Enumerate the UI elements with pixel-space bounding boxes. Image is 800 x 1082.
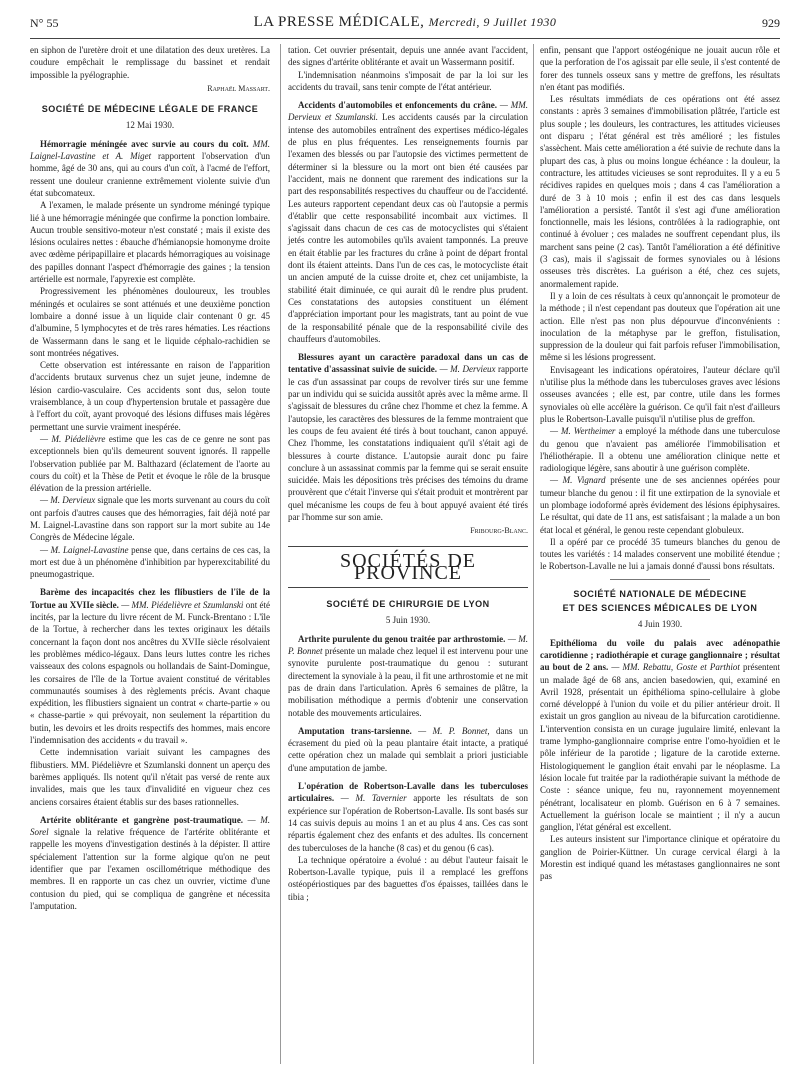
- header-rule: [30, 38, 780, 39]
- article-authors: — MM. Rebattu, Goste et Parthiot: [611, 662, 740, 673]
- paragraph-text: ont été incités, par la lecture du livre récent de M. Funck-Brentano : L'île de la Tortue, à rechercher dans les textes originaux les détails concernant la façon dont nos ancêtres du XVIIe siècle résolvaient les problèmes médico-légaux. Dans leurs luttes contre les riches vaisseaux des colons espagnols ou hollandais de Saint-Domingue, les corsaires de l'île de la Tortue avaient constitué de véritables communautés soumises à des règlements précis. Avant chaque expédition, les flibustiers signaient un contrat « charte-partie » ou « chasse-partie » qui prévoyait, non seulement la répartition du butin, les devoirs et les droits respectifs des hommes, mais encore l'indemnisation des accidents « du travail ».: [30, 599, 271, 746]
- paragraph: La technique opératoire a évolué : au début l'auteur faisait le Robertson-Lavalle typique, puis il a remplacé les greffons ostéopériostiques par des baguettes d'os épaisses, taillées dans le tibia ;: [288, 854, 528, 902]
- paragraph: [540, 425, 780, 474]
- separator: [610, 579, 710, 580]
- section-date: 4 Juin 1930.: [637, 619, 683, 630]
- article-heading: Barème des incapacités chez les flibustiers de l'île de la Tortue au XVIIe siècle.: [30, 587, 270, 610]
- column-2: [288, 44, 528, 903]
- article-heading: Arthrite purulente du genou traitée par arthrostomie.: [298, 633, 506, 644]
- paragraph-text: signale la relative fréquence de l'artérite oblitérante et rappelle les moyens d'investigation destinés à la dépister. Il attire spécialement l'attention sur la forme algique qu'on ne peut identifier que par l'examen oscillométrique méthodique des membres. Il en rapporte un cas chez un ouvrier, victime d'une contusion du pied, qui se compliqua de gangrène et nécessita l'amputation.: [30, 827, 270, 911]
- signature: Raphaël Massart.: [207, 83, 270, 93]
- paragraph: [30, 814, 270, 912]
- paragraph: en siphon de l'uretère droit et une dilatation des deux uretères. La coudure empêchait le remplissage du bassinet et rendait impossible la pyélographie.: [30, 45, 270, 80]
- article-authors: — M. P. Bonnet,: [418, 725, 490, 736]
- article-authors: — M. Tavernier: [340, 793, 407, 804]
- paragraph: Les résultats immédiats de ces opérations ont été assez constants : après 3 semaines d'immobilisation plâtrée, l'article est plus souple ; les douleurs, les contractures, les attitudes vicieuses ont disparu ; l'état général est très amélioré ; les fistules s'assèchent. Mais cette amélioration a été suivie de rechute dans la plupart des cas, à plus ou moins longue échéance : la douleur, la contracture, les attitudes vicieuses se sont reproduites. Il y a eu 5 récidives rapides en quelques mois ; dans 4 cas l'amélioration a duré de 3 à 10 mois ; enfin il est des cas dans lesquels l'amélioration a persisté. Tantôt il s'est agi d'une amélioration fonctionnelle, mais les lésions, contrôlées à la radiographie, ont continué à évoluer ; ces malades ne souffrent cependant plus, ils marchent sans peine (2 cas). Tantôt l'amélioration a été définitive (3 cas), mais il s'agissait de formes synoviales ou à lésions osseuses très discrètes. La guérison a été, chez ces sujets, anormalement rapide.: [540, 94, 780, 289]
- page-header: [30, 14, 780, 34]
- paragraph: Cette observation est intéressante en raison de l'apparition d'accidents brutaux survenus chez un sujet jeune, indemne de lésion cardio-vasculaire. Ces accidents sont dus, selon toute vraisemblance, à un coup d'hypertension brutale et passagère due à l'effort du coït, ayant provoqué des lésions diffuses mais légères permettant une survie vraiment inespérée.: [30, 360, 270, 432]
- article-heading: Hémorragie méningée avec survie au cours du coït.: [40, 138, 249, 149]
- section-title: SOCIÉTÉ DE MÉDECINE LÉGALE DE FRANCE: [41, 104, 259, 115]
- paragraph: [540, 474, 780, 535]
- paragraph: [540, 637, 780, 834]
- paragraph-text: apporte les résultats de son expérience sur l'opération de Robertson-Lavalle. Ils sont basés sur 14 cas suivis depuis au moins 1 an et au plus 4 ans. Ces cas sont répartis également chez des enfants et des adultes. Ils concernent des tuberculoses de la hanche (8 cas) et du genou (6 cas).: [288, 793, 529, 853]
- paragraph: Les auteurs insistent sur l'importance clinique et opératoire du ganglion de Poirier-Küttner. Un curage cervical élargi à la Morestin est indiqué quand les métastases ganglionnaires ne sont pas: [540, 834, 780, 882]
- column-3: [540, 44, 780, 883]
- paragraph: [288, 633, 528, 719]
- paragraph: A l'examen, le malade présente un syndrome méningé typique lié à une hémorragie méningée que confirme la ponction lombaire. Aucun trouble sensitivo-moteur n'est constaté ; mais il existe des lésions oculaires nettes : ébauche d'hémianopsie homonyme droite avec œdème péripapillaire et placards hémorragiques au voisinage des papilles donnant l'aspect d'hémorragie des gaines ; la tension artérielle est normale, l'apyrexie est complète.: [30, 200, 270, 285]
- paragraph-text: dans un écrasement du pied où la peau plantaire était intacte, a pratiqué cette opération chez un malade qui semblait a priori justiciable d'une amputation de jambe.: [288, 725, 528, 773]
- column-divider: [533, 44, 534, 1064]
- paragraph-text: pense que, dans certains de ces cas, la mort est due à un phénomène d'inhibition par hyperexcitabilité du pneumogastrique.: [30, 544, 271, 580]
- section-date: 5 Juin 1930.: [385, 615, 431, 626]
- paragraph: L'indemnisation néanmoins s'imposait de par la loi sur les accidents du travail, sans tenir compte de l'état antérieur.: [288, 69, 528, 92]
- paragraph: [30, 494, 270, 543]
- section-title: ET DES SCIENCES MÉDICALES DE LYON: [562, 603, 758, 614]
- paragraph-text: a employé la méthode dans une tuberculose du genou que n'avaient pas améliorée l'immobilisation et l'héliothérapie. Il a obtenu une amélioration clinique nette et radiologique légère, sans aboutir à une guérison complète.: [540, 426, 780, 474]
- article-heading: Epithélioma du voile du palais avec adénopathie carotidienne ; radiothérapie et curage ganglionnaire ; résultat au bout de 2 ans.: [540, 637, 780, 673]
- paragraph: tation. Cet ouvrier présentait, depuis une année avant l'accident, des signes d'artérite oblitérante et avait un Wassermann positif.: [288, 45, 528, 68]
- column-1: [30, 44, 270, 912]
- article-authors: — M. Laignel-Lavastine: [40, 544, 129, 555]
- paragraph: enfin, pensant que l'apport ostéogénique ne jouait aucun rôle et que la perforation de l'os agissait par elle seule, il s'est contenté de forer des tunnels osseux sans y mettre de greffons, les résultats n'en étant pas modifiés.: [540, 45, 780, 92]
- article-authors: — M. P. Bonnet: [288, 633, 529, 657]
- big-section-title: SOCIÉTÉS DE PROVINCE: [288, 546, 528, 589]
- article-authors: — M. Vignard: [550, 475, 606, 486]
- article-authors: MM. Laignel-Lavastine et A. Miget: [30, 138, 271, 162]
- paragraph: [288, 351, 528, 523]
- article-heading: Artérite oblitérante et gangrène post-traumatique.: [40, 814, 244, 825]
- issue-number: N° 55: [30, 16, 59, 30]
- section-title: SOCIÉTÉ DE CHIRURGIE DE LYON: [326, 599, 490, 610]
- article-heading: Amputation trans-tarsienne.: [298, 725, 412, 736]
- paragraph-text: rapporte le cas d'un assassinat par coups de revolver tirés sur une femme par un individu qui se suicida aussitôt après avec la même arme. Il s'agissait de blessures du crâne chez l'homme et chez la femme. A l'autopsie, les caractères des blessures de la femme montraient que les coups de feu avaient été tirés à bout touchant, canon appuyé. Chez l'homme, les constatations indiquaient qu'il s'était agi de blessures à courte distance. L'autopsie aurait donc pu faire conclure à un assassinat commis par la femme qui se serait ensuite suicidée. Mais les dépositions très précises des témoins du drame prouvèrent que c'était l'inverse qui s'était produit et montrèrent par quel mécanisme les coups de feu à bout appuyé avaient été tirés par l'homme sur son amie.: [288, 364, 529, 522]
- article-heading: L'opération de Robertson-Lavalle dans les tuberculoses articulaires.: [288, 781, 528, 804]
- paragraph: Il a opéré par ce procédé 35 tumeurs blanches du genou de toutes les variétés : 14 malades conservent une mobilité étendue ; le Robertson-Lavalle ne lui a jamais donné d'aussi bons résultats.: [540, 536, 780, 572]
- article-heading: Blessures ayant un caractère paradoxal dans un cas de tentative d'assassinat suivie de suicide.: [288, 352, 528, 375]
- article-authors: — MM. Dervieux et Szumlanski.: [288, 100, 528, 123]
- journal-title: [30, 14, 780, 31]
- article-authors: — M. Piédelièvre: [40, 433, 106, 444]
- paragraph: [288, 99, 528, 345]
- journal-name: LA PRESSE MÉDICALE,: [253, 14, 425, 30]
- paragraph-text: présentent un malade âgé de 68 ans, ancien basedowien, qui, examiné en Avril 1928, présentait un épithélioma spino-cellulaire à globe corné développé à l'union du voile et du pilier antérieur droit. Il existait un gros ganglion au niveau de la bifurcation carotidienne. L'intervention consista en un curage jugulaire limité, enlevant la trame lympho-ganglionnaire comprise entre l'omo-hyoïdien et le pôle inférieur de la parotide ; ligature de la carotide externe. Histologiquement le ganglion était envahi par le néoplasme. La lésion locale fut traitée par la radiothérapie suivant la méthode de Coste : séance unique, feu nu, rayonnement moyennement pénétrant, localisateur en plomb. Guérison en 6 à 7 semaines. Actuellement la guérison locale se maintient ; il n'y a aucun ganglion, l'état général est excellent.: [540, 662, 781, 833]
- paragraph-text: signale que les morts survenant au cours du coït ont parfois d'autres causes que des hémorragies, fait déjà noté par M. Laignel-Lavastine dans son rapport sur la mort subite au 14e Congrès de Médecine légale.: [30, 495, 271, 543]
- paragraph: [288, 780, 528, 854]
- paragraph: [30, 544, 270, 581]
- section-date: 12 Mai 1930.: [125, 120, 175, 131]
- column-divider: [280, 44, 281, 1064]
- article-authors: — M. Dervieux: [439, 364, 496, 375]
- paragraph: Cette indemnisation variait suivant les campagnes des flibustiers. MM. Piédelièvre et Szumlanski donnent un aperçu des barèmes appliqués. Ils notent qu'il n'était pas versé de rente aux invalides, mais que les taux d'invalidité en vigueur chez ces anciens corsaires étaient établis sur des bases rationnelles.: [30, 747, 270, 807]
- paragraph: [288, 725, 528, 774]
- paragraph: [30, 433, 270, 494]
- paragraph-text: Les accidents causés par la circulation intense des automobiles entraînent des expertises médico-légales de plus en plus fréquentes. Les renseignements fournis par l'examen des blessés ou par l'autopsie des victimes permettent de déterminer si la blessure ou la mort ont bien été causées par l'accident, mais ne donnent que rarement des indications sur la part des responsabilités respectives du chauffeur ou de l'accidenté. Les auteurs rapportent cependant deux cas où l'autopsie a permis d'établir que cette responsabilité incombait aux victimes. Il s'agissait dans chacun de ces cas de motocyclistes qui s'étaient jetés contre les automobiles qu'ils avaient tamponnés. La preuve en était établie par les fractures du crâne à point de départ frontal dont ils étaient atteints. Dans l'un de ces cas, le motocycliste était un ancien amputé de la cuisse droite et, chez cet unijambiste, la stabilité était diminuée, ce qui aurait dû le rendre plus prudent. Ces constatations des autopsies constituent un élément d'appréciation important pour les magistrats, tant au point de vue de la responsabilité pénale que de la responsabilité civile des chauffeurs d'automobiles.: [288, 112, 528, 344]
- paragraph-text: estime que les cas de ce genre ne sont pas exceptionnels bien qu'ils demeurent souvent ignorés. Il rappelle l'observation publiée par M. Balthazard (éclatement de l'aorte au cours du coït) et la Thèse de Petit et évoque le rôle de la brusque élévation de la pression artérielle.: [30, 433, 271, 494]
- section-title: SOCIÉTÉ NATIONALE DE MÉDECINE: [573, 588, 747, 599]
- paragraph: [30, 138, 270, 199]
- paragraph-text: rapportent l'observation d'un homme, âgé de 30 ans, qui au cours d'un coït, à l'acmé de l'effort, ressent une douleur cranienne extrêmement violente suivie d'un état subcomateux.: [30, 151, 270, 198]
- page-number: 929: [762, 16, 780, 30]
- article-authors: — MM. Piédelièvre et Szumlanski: [121, 599, 244, 610]
- paragraph: Il y a loin de ces résultats à ceux qu'annonçait le promoteur de la méthode ; il n'est cependant pas douteux que l'opération ait une action. Elle n'est pas non plus dépourvue d'inconvénients : inoculation de la métaphyse par le greffon, fistulisation, suppression de la douleur qui fait parfois refuser l'immobilisation, même si les lésions progressent.: [540, 290, 780, 363]
- signature: Fribourg-Blanc.: [470, 526, 528, 536]
- article-authors: — M. Wertheimer: [550, 426, 616, 437]
- paragraph: Progressivement les phénomènes douloureux, les troubles méningés et oculaires se sont atténués et une deuxième ponction lombaire a donné issue à un liquide clair contenant 0 gr. 45 d'albumine, 5 lymphocytes et de très rares hématies. Les réactions de Wassermann dans le sang et le liquide céphalo-rachidien se sont montrées négatives.: [30, 286, 270, 358]
- article-authors: — M. Sorel: [30, 814, 270, 838]
- paragraph-text: présente une de ses anciennes opérées pour tumeur blanche du genou : il fit une extirpation de la synoviale et un plombage iodoformé après évidement des lésions épiphysaires. Le résultat, qui date de 11 ans, est satisfaisant ; la malade a un bon état local et général, le genou reste cependant globuleux.: [540, 475, 781, 535]
- paragraph: Envisageant les indications opératoires, l'auteur déclare qu'il n'utilise plus la méthode dans les tuberculoses graves avec lésions osseuses avancées ; elle est, par contre, utile dans les formes synoviales où elle accélère la guérison. Ce qu'il fait n'est d'ailleurs plus le Robertson-Lavalle puisqu'il n'utilise plus de greffon.: [540, 364, 780, 424]
- paragraph: [30, 586, 270, 746]
- paragraph-text: présente un malade chez lequel il est intervenu pour une synovite purulente post-traumatique du genou : suturant directement la synoviale à la peau, il fit une arthrostomie et ne mit pas de drain dans l'articulation. Après 6 semaines de plâtre, la mobilisation méthodique a permis d'obtenir une conservation notable des mouvements articulaires.: [288, 646, 529, 718]
- article-heading: Accidents d'automobiles et enfoncements du crâne.: [298, 100, 498, 111]
- issue-date: Mercredi, 9 Juillet 1930: [428, 15, 557, 29]
- article-authors: — M. Dervieux: [40, 495, 96, 506]
